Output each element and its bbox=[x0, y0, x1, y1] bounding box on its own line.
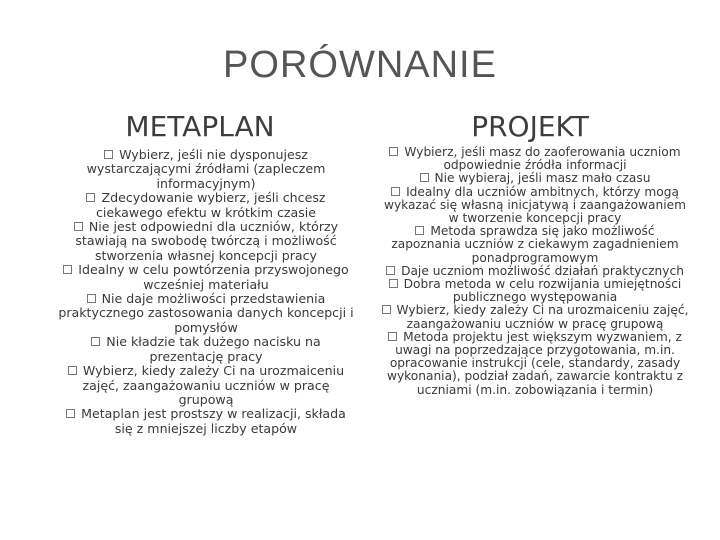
checkbox-bullet-icon bbox=[391, 187, 400, 196]
metaplan-list bbox=[56, 148, 356, 436]
list-item-text: Daje uczniom możliwość działań praktycznych bbox=[401, 263, 684, 278]
list-item bbox=[56, 335, 356, 364]
list-item-text: Dobra metoda w celu rozwijania umiejętności publicznego występowania bbox=[403, 277, 682, 305]
list-item-text: Nie jest odpowiedni dla uczniów, którzy stawiają na swobodę twórczą i możliwość stworzenia własnej koncepcji pracy bbox=[75, 219, 339, 263]
list-item-text: Nie wybieraj, jeśli masz mało czasu bbox=[434, 171, 651, 186]
projekt-list bbox=[380, 146, 690, 397]
list-item bbox=[56, 292, 356, 335]
list-item bbox=[56, 263, 356, 292]
checkbox-bullet-icon bbox=[91, 337, 100, 346]
checkbox-bullet-icon bbox=[415, 226, 424, 235]
list-item bbox=[56, 407, 356, 436]
list-item bbox=[56, 148, 356, 191]
list-item-text: Idealny dla uczniów ambitnych, którzy mogą wykazać się własną inicjatywą i zaangażowaniem w tworzenie koncepcji pracy bbox=[383, 184, 686, 226]
checkbox-bullet-icon bbox=[66, 409, 75, 418]
checkbox-bullet-icon bbox=[382, 305, 391, 314]
checkbox-bullet-icon bbox=[389, 279, 398, 288]
list-item-text: Wybierz, jeśli masz do zaoferowania uczniom odpowiednie źródła informacji bbox=[404, 145, 681, 173]
slide-title: PORÓWNANIE bbox=[223, 44, 497, 86]
list-item-text: Zdecydowanie wybierz, jeśli chcesz ciekawego efektu w krótkim czasie bbox=[95, 190, 326, 220]
metaplan-heading: METAPLAN bbox=[125, 110, 275, 143]
projekt-heading: PROJEKT bbox=[471, 110, 589, 143]
list-item-text: Nie kładzie tak dużego nacisku na prezentację pracy bbox=[106, 334, 321, 364]
list-item bbox=[380, 331, 690, 397]
list-item bbox=[56, 220, 356, 263]
checkbox-bullet-icon bbox=[420, 173, 429, 182]
checkbox-bullet-icon bbox=[104, 150, 113, 159]
checkbox-bullet-icon bbox=[389, 147, 398, 156]
list-item-text: Wybierz, kiedy zależy Ci na urozmaiceniu zajęć, zaangażowaniu uczniów w pracę grupową bbox=[82, 363, 345, 407]
list-item bbox=[380, 304, 690, 330]
list-item bbox=[380, 186, 690, 226]
list-item bbox=[56, 191, 356, 220]
checkbox-bullet-icon bbox=[388, 332, 397, 341]
checkbox-bullet-icon bbox=[87, 294, 96, 303]
list-item bbox=[380, 278, 690, 304]
checkbox-bullet-icon bbox=[386, 266, 395, 275]
checkbox-bullet-icon bbox=[74, 222, 83, 231]
list-item-text: Wybierz, jeśli nie dysponujesz wystarczającymi źródłami (zapleczem informacyjnym) bbox=[86, 147, 326, 191]
checkbox-bullet-icon bbox=[68, 366, 77, 375]
list-item bbox=[380, 146, 690, 172]
checkbox-bullet-icon bbox=[86, 193, 95, 202]
list-item bbox=[380, 225, 690, 265]
list-item-text: Metoda projektu jest większym wyzwaniem, z uwagi na poprzedzające przygotowania, m.in. opracowanie instrukcji (cele, standardy, zasady wykonania), podział zadań, zawarcie kontraktu z uczniami (m.in. zobowiązania i termin) bbox=[387, 329, 683, 397]
list-item-text: Metaplan jest prostszy w realizacji, składa się z mniejszej liczby etapów bbox=[81, 406, 346, 436]
list-item-text: Idealny w celu powtórzenia przyswojonego wcześniej materiału bbox=[78, 262, 349, 292]
checkbox-bullet-icon bbox=[63, 265, 72, 274]
list-item-text: Wybierz, kiedy zależy Ci na urozmaiceniu zajęć, zaangażowaniu uczniów w pracę grupową bbox=[396, 303, 689, 331]
list-item-text: Nie daje możliwości przedstawienia praktycznego zastosowania danych koncepcji i pomysłów bbox=[58, 291, 354, 335]
list-item bbox=[56, 364, 356, 407]
list-item-text: Metoda sprawdza się jako możliwość zapoznania uczniów z ciekawym zagadnieniem ponadprogramowym bbox=[391, 224, 679, 265]
